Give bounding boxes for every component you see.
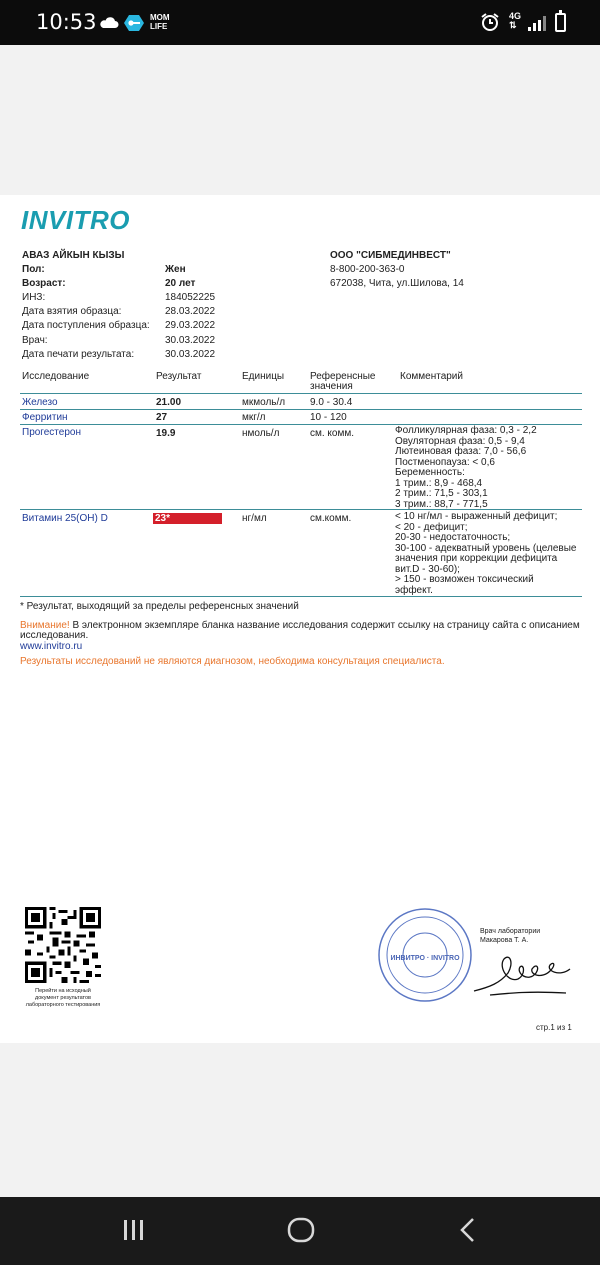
test-name-link[interactable]: Витамин 25(OH) D xyxy=(22,513,108,524)
doctor-value: 30.03.2022 xyxy=(165,335,216,346)
page-indicator: стр.1 из 1 xyxy=(536,1023,572,1032)
out-of-range-result: 23* xyxy=(153,513,222,524)
doctor-label: Врач: xyxy=(22,335,48,346)
comment-line: Беременность: xyxy=(395,467,465,478)
signal-icon xyxy=(528,16,546,31)
signature xyxy=(470,943,575,1003)
result-value: 19.9 xyxy=(156,428,176,439)
signer-name: Макарова Т. А. xyxy=(480,937,529,944)
units-value: нг/мл xyxy=(242,513,267,524)
attention-word: Внимание! xyxy=(20,620,70,631)
network-type: 4G ⇅ xyxy=(509,11,522,30)
disclaimer: Результаты исследований не являются диагнозом, необходима консультация специалиста. xyxy=(20,656,445,667)
signer-title: Врач лаборатории xyxy=(480,928,541,935)
comment-line: Фолликулярная фаза: 0,3 - 2,2 xyxy=(395,425,537,436)
comment-line: значения при коррекции дефицита xyxy=(395,553,558,564)
alarm-icon xyxy=(480,12,500,32)
sex-label: Пол: xyxy=(22,264,45,275)
footnote: * Результат, выходящий за пределы референсных значений xyxy=(20,601,299,612)
col-header-result: Результат xyxy=(156,371,202,382)
sample-taken-value: 28.03.2022 xyxy=(165,306,216,317)
comment-line: Постменопауза: < 0,6 xyxy=(395,456,495,468)
momlife-icon: MOM LIFE xyxy=(150,13,170,31)
lab-phone: 8-800-200-363-0 xyxy=(330,264,405,275)
print-date-label: Дата печати результата: xyxy=(22,349,135,360)
recents-icon[interactable] xyxy=(120,1216,148,1244)
sex-value: Жен xyxy=(165,264,186,275)
test-name-link[interactable]: Ферритин xyxy=(22,412,68,423)
comment-line: эффект. xyxy=(395,584,433,596)
website-link[interactable]: www.invitro.ru xyxy=(20,641,83,652)
header-divider xyxy=(20,393,582,394)
sample-taken-label: Дата взятия образца: xyxy=(22,306,122,317)
inz-value: 184052225 xyxy=(165,292,216,303)
stamp-text: ИНВИТРО · INVITRO xyxy=(390,955,460,962)
qr-caption-line: Перейти на исходный xyxy=(35,988,91,994)
reference-value: см.комм. xyxy=(310,513,352,524)
units-value: нмоль/л xyxy=(242,428,280,439)
comment-line: 3 трим.: 88,7 - 771,5 xyxy=(395,498,488,510)
units-value: мкг/л xyxy=(242,412,266,423)
attention-text-cont: исследования. xyxy=(20,630,89,641)
invitro-logo: INVITRO xyxy=(21,205,130,235)
attention-text: В электронном экземпляре бланка название исследования содержит ссылку на страницу сайта с описанием xyxy=(72,620,580,631)
comment-line: < 20 - дефицит; xyxy=(395,521,468,533)
col-header-comment: Комментарий xyxy=(400,371,463,382)
comment-line: < 10 нг/мл - выраженный дефицит; xyxy=(395,511,558,522)
clock: 10:53 xyxy=(36,10,97,34)
qr-code[interactable] xyxy=(25,907,101,983)
test-name-link[interactable]: Прогестерон xyxy=(22,427,81,438)
age-label: Возраст: xyxy=(22,278,66,289)
comment-line: Лютеиновая фаза: 7,0 - 56,6 xyxy=(395,446,527,457)
home-icon[interactable] xyxy=(286,1216,316,1244)
attention-note xyxy=(20,620,580,631)
qr-caption xyxy=(18,988,108,1009)
test-name-link[interactable]: Железо xyxy=(22,397,58,408)
result-value: 21.00 xyxy=(156,397,182,408)
col-header-test: Исследование xyxy=(22,371,90,382)
cloud-icon xyxy=(99,17,119,29)
reference-value: 9.0 - 30.4 xyxy=(310,397,353,408)
col-header-reference-2: значения xyxy=(310,381,353,392)
qr-caption-line: документ результатов xyxy=(35,995,91,1001)
print-date-value: 30.03.2022 xyxy=(165,349,216,360)
patient-name: АВАЗ АЙКЫН КЫЗЫ xyxy=(22,250,125,261)
comment-line: 20-30 - недостаточность; xyxy=(395,532,511,543)
reference-value: см. комм. xyxy=(310,428,355,439)
result-value: 27 xyxy=(156,412,168,423)
lab-name: ООО "СИБМЕДИНВЕСТ" xyxy=(330,250,451,261)
comment-block xyxy=(395,512,576,596)
key-icon xyxy=(124,14,144,32)
col-header-units: Единицы xyxy=(242,371,285,382)
units-value: мкмоль/л xyxy=(242,397,286,408)
comment-line: вит.D - 30-60); xyxy=(395,563,460,575)
comment-line: 1 трим.: 8,9 - 468,4 xyxy=(395,477,483,489)
lab-address: 672038, Чита, ул.Шилова, 14 xyxy=(330,278,464,289)
inz-label: ИНЗ: xyxy=(22,292,46,303)
row-divider xyxy=(20,596,582,597)
qr-caption-line: лабораторного тестирования xyxy=(25,1002,101,1008)
lab-stamp xyxy=(377,907,473,1003)
comment-line: 2 трим.: 71,5 - 303,1 xyxy=(395,488,488,499)
navigation-bar xyxy=(0,1197,600,1265)
reference-value: 10 - 120 xyxy=(310,412,347,423)
age-value: 20 лет xyxy=(165,278,196,289)
comment-block xyxy=(395,426,537,510)
comment-line: Овуляторная фаза: 0,5 - 9,4 xyxy=(395,435,525,447)
status-bar xyxy=(0,0,600,45)
col-header-reference: Референсные xyxy=(310,371,376,382)
sample-received-value: 29.03.2022 xyxy=(165,320,216,331)
back-icon[interactable] xyxy=(456,1216,480,1244)
sample-received-label: Дата поступления образца: xyxy=(22,320,150,331)
lab-result-document xyxy=(0,195,600,1043)
battery-icon xyxy=(555,13,566,32)
row-divider xyxy=(20,509,582,510)
row-divider xyxy=(20,409,582,410)
comment-line: 30-100 - адекватный уровень (целевые xyxy=(395,542,577,554)
comment-line: > 150 - возможен токсический xyxy=(395,574,534,585)
